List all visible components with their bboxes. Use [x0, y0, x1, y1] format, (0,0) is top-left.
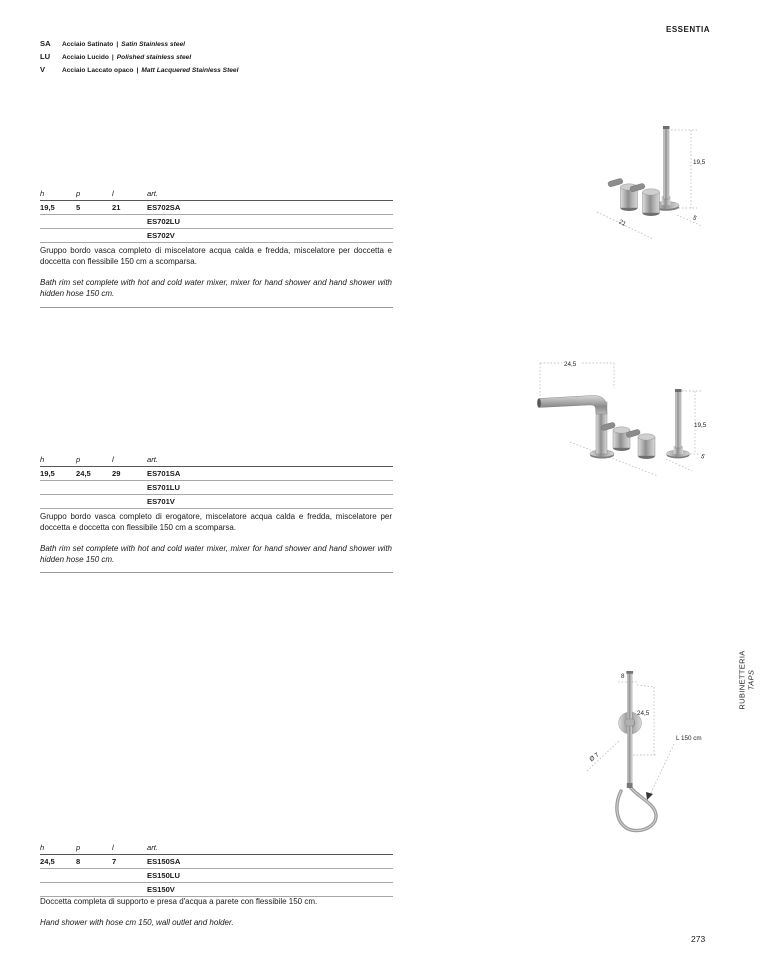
- table-row: [40, 229, 393, 243]
- legend-label-it: Acciaio Lucido: [62, 54, 109, 61]
- legend-label-en: Satin Stainless steel: [121, 41, 185, 48]
- spout-arm: [539, 395, 607, 414]
- col-art: art.: [147, 189, 158, 198]
- table-row: [40, 495, 393, 509]
- col-p: p: [76, 843, 81, 852]
- hand-shower-wand: [627, 672, 632, 786]
- legend-code: V: [40, 65, 46, 74]
- spec-table-es701: [40, 453, 393, 509]
- col-p: p: [76, 455, 81, 464]
- cell-article: ES702SA: [147, 203, 181, 212]
- side-label-category: RUBINETTERIA: [737, 650, 747, 710]
- mixer-knob-top: [638, 434, 655, 440]
- cell-l: 7: [112, 857, 117, 866]
- cell-article: ES701LU: [147, 483, 180, 492]
- side-label-category-en: TAPS: [746, 669, 756, 691]
- cell-article: ES701V: [147, 497, 175, 506]
- table-row: [40, 855, 393, 869]
- dim-line: [677, 215, 702, 226]
- legend-label-en: Polished stainless steel: [116, 54, 192, 61]
- cell-l: 21: [112, 203, 121, 212]
- dim-label-height: 19,5: [694, 422, 707, 429]
- hand-shower-wand: [664, 127, 670, 199]
- col-l: l: [112, 455, 114, 464]
- hand-shower-cap: [626, 671, 633, 674]
- col-l: l: [112, 843, 114, 852]
- cell-article: ES150V: [147, 885, 175, 894]
- dim-label-length: 21: [617, 218, 628, 228]
- spec-table-es150: [40, 841, 393, 897]
- dim-label-depth: 5: [691, 214, 698, 223]
- shower-holder: [625, 719, 635, 726]
- cell-h: 24,5: [40, 857, 55, 866]
- brand-title: ESSENTIA: [665, 25, 710, 34]
- legend-code: LU: [40, 52, 51, 61]
- table-row: [40, 883, 393, 897]
- legend-label-en: Matt Lacquered Stainless Steel: [141, 67, 239, 74]
- legend-label-it: Acciaio Laccato opaco: [62, 67, 134, 74]
- dim-label-height: 19,5: [693, 159, 706, 166]
- col-h: h: [40, 843, 45, 852]
- table-row: [40, 869, 393, 883]
- description-english: Bath rim set complete with hot and cold water mixer, mixer for hand shower and hand shower with hidden hose 150 cm.: [40, 544, 392, 564]
- section-divider: [40, 307, 393, 308]
- cell-article: ES702V: [147, 231, 175, 240]
- product-illustration-es701: [518, 352, 726, 480]
- cell-article: ES150LU: [147, 871, 180, 880]
- cell-article: ES702LU: [147, 217, 180, 226]
- hand-shower-cap: [663, 126, 670, 129]
- section-divider: [40, 572, 393, 573]
- table-row: [40, 215, 393, 229]
- cell-h: 19,5: [40, 469, 55, 478]
- dim-line: [637, 685, 654, 687]
- cell-p: 8: [76, 857, 81, 866]
- table-header-row: [40, 453, 393, 467]
- cell-l: 29: [112, 469, 121, 478]
- cell-article: ES701SA: [147, 469, 181, 478]
- col-p: p: [76, 189, 81, 198]
- cell-p: 5: [76, 203, 81, 212]
- dim-label-width: 8: [621, 673, 625, 680]
- col-l: l: [112, 189, 114, 198]
- hand-shower-wand: [676, 390, 682, 448]
- legend-code: SA: [40, 39, 51, 48]
- finish-legend: [40, 39, 238, 78]
- legend-separator: |: [136, 67, 139, 74]
- cell-h: 19,5: [40, 203, 55, 212]
- dim-label-depth: 5: [699, 452, 706, 461]
- table-header-row: [40, 841, 393, 855]
- table-row: [40, 201, 393, 215]
- col-h: h: [40, 455, 45, 464]
- dim-label-height: 24,5: [637, 710, 650, 717]
- product-illustration-es702: [585, 116, 720, 244]
- hand-shower-cap: [675, 389, 682, 392]
- dim-line: [650, 744, 674, 795]
- col-h: h: [40, 189, 45, 198]
- product-illustration-es150: [575, 663, 727, 835]
- spec-table-es702: [40, 187, 393, 243]
- cell-article: ES150SA: [147, 857, 181, 866]
- legend-separator: |: [116, 41, 119, 48]
- side-section-label: [712, 645, 774, 715]
- legend-item-lu: [40, 52, 238, 65]
- description-english: Hand shower with hose cm 150, wall outlet and holder.: [40, 918, 234, 927]
- description-italian: Doccetta completa di supporto e presa d'acqua a parete con flessibile 150 cm.: [40, 897, 318, 906]
- dim-label-diameter: Ø 7: [588, 751, 601, 764]
- description-italian: Gruppo bordo vasca completo di miscelatore acqua calda e fredda, miscelatore per doccetta e doccetta con flessibile 150 cm a scomparsa.: [40, 246, 392, 266]
- dim-label-reach: 24,5: [564, 361, 577, 368]
- mixer-knob-top: [643, 189, 660, 195]
- page-number: 273: [691, 934, 706, 944]
- dim-label-hose: L 150 cm: [676, 735, 702, 742]
- table-row: [40, 481, 393, 495]
- legend-label-it: Acciaio Satinato: [62, 41, 114, 48]
- spout-outlet: [537, 398, 541, 407]
- legend-separator: |: [111, 54, 114, 61]
- legend-item-v: [40, 65, 238, 78]
- dim-arrow: [646, 792, 653, 800]
- cell-p: 24,5: [76, 469, 91, 478]
- description-english: Bath rim set complete with hot and cold water mixer, mixer for hand shower and hand shower with hidden hose 150 cm.: [40, 278, 392, 298]
- table-header-row: [40, 187, 393, 201]
- legend-item-sa: [40, 39, 238, 52]
- description-italian: Gruppo bordo vasca completo di erogatore, miscelatore acqua calda e fredda, miscelatore per doccetta e doccetta con flessibile 150 cm a scomparsa.: [40, 512, 392, 532]
- hose-connector: [627, 783, 633, 788]
- col-art: art.: [147, 843, 158, 852]
- dim-line: [666, 459, 692, 471]
- table-row: [40, 467, 393, 481]
- col-art: art.: [147, 455, 158, 464]
